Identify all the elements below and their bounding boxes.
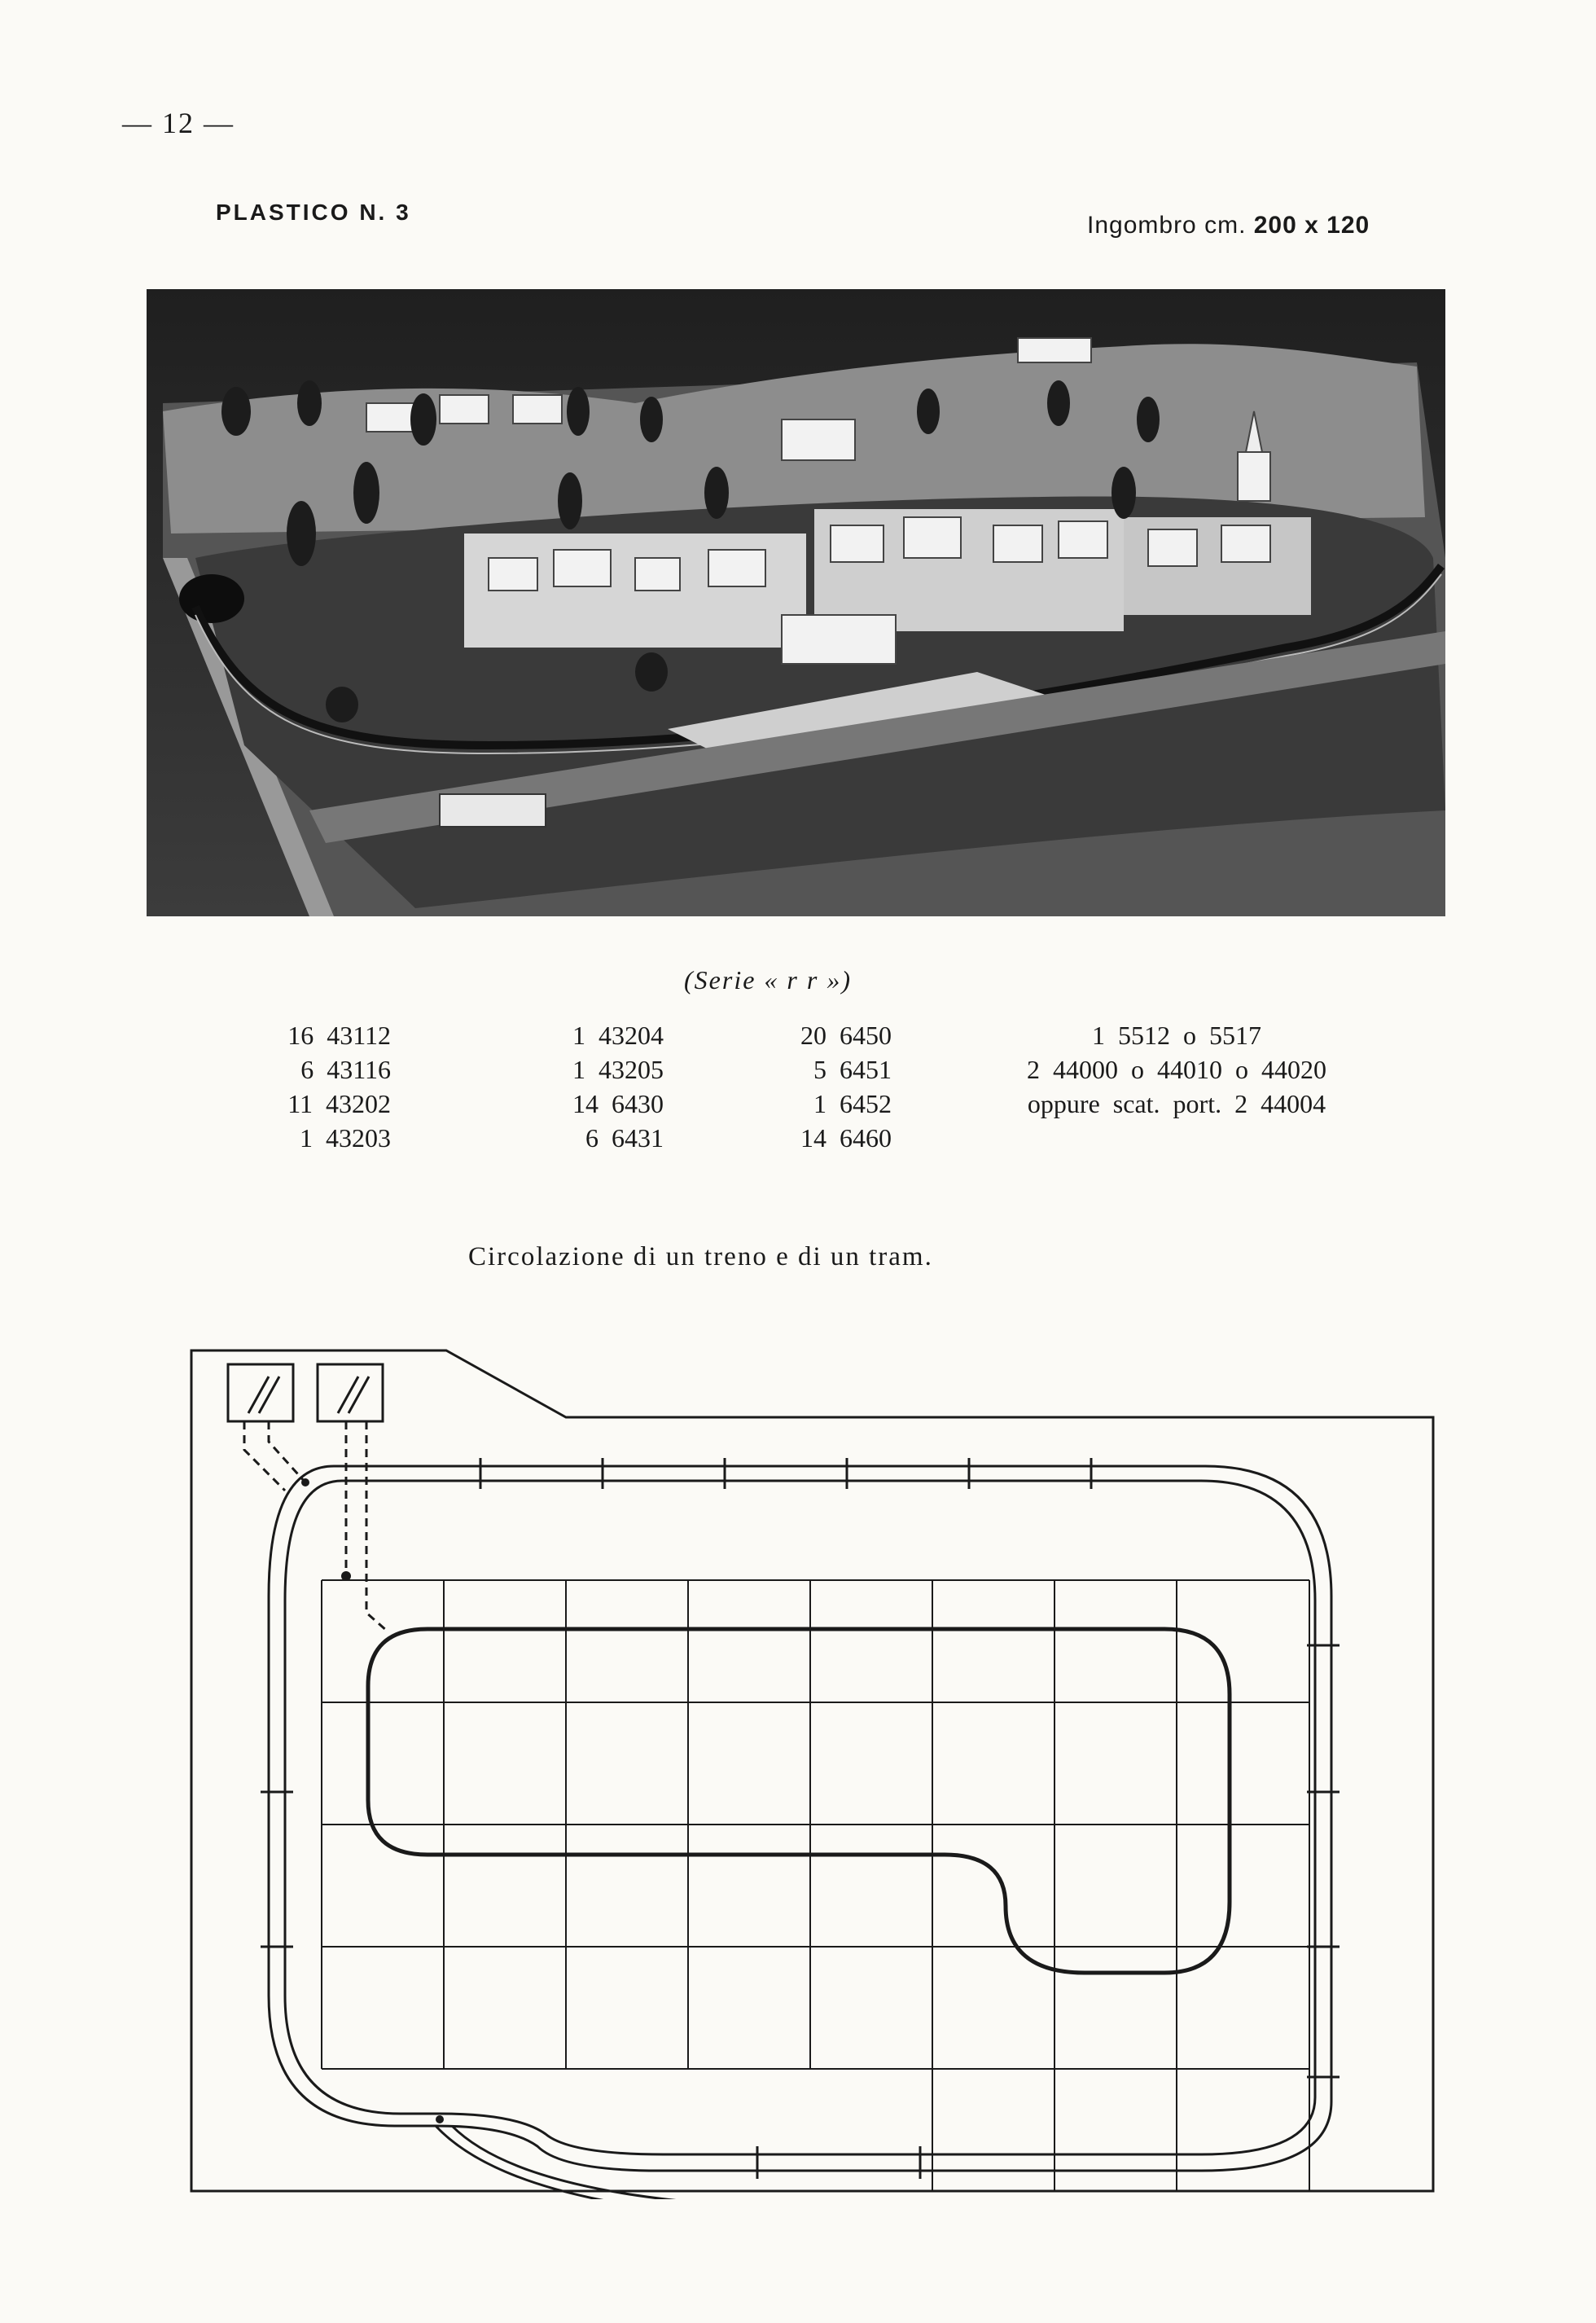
- parts-item: 6 6431: [585, 1123, 664, 1153]
- page-title: PLASTICO N. 3: [216, 200, 411, 225]
- track-joints: [261, 1458, 1340, 2199]
- parts-item: 20 6450: [800, 1021, 892, 1050]
- siding-track: [436, 2126, 1148, 2199]
- track-plan: [187, 1344, 1445, 2199]
- parts-item: 1 43203: [300, 1123, 391, 1153]
- parts-item: oppure scat. port. 2 44004: [1027, 1089, 1326, 1118]
- plan-caption: Circolazione di un treno e di un tram.: [468, 1242, 933, 1271]
- parts-item: 6 43116: [300, 1055, 391, 1084]
- parts-column-4: [985, 1018, 1368, 1121]
- parts-column-3: [753, 1018, 892, 1155]
- wiring: [244, 1421, 387, 1631]
- parts-item: 11 43202: [287, 1089, 391, 1118]
- size-info: [1087, 212, 1370, 239]
- parts-item: 14 6460: [800, 1123, 892, 1153]
- parts-item: 5 6451: [813, 1055, 892, 1084]
- board-outline: [191, 1350, 1433, 2191]
- parts-item: 1 43204: [572, 1021, 664, 1050]
- size-label: Ingombro cm.: [1087, 212, 1247, 239]
- tram-loop: [368, 1629, 1230, 1973]
- siding-track-rail: [452, 2126, 1152, 2199]
- parts-item: 2 44000 o 44010 o 44020: [1027, 1055, 1326, 1084]
- grid: [322, 1580, 1309, 2191]
- controllers: [228, 1364, 383, 1421]
- parts-item: 1 43205: [572, 1055, 664, 1084]
- train-oval-outer: [269, 1466, 1331, 2171]
- parts-item: 14 6430: [572, 1089, 664, 1118]
- parts-item: 16 43112: [287, 1021, 391, 1050]
- parts-item: 1 6452: [813, 1089, 892, 1118]
- layout-photo: [147, 289, 1445, 916]
- parts-item: 1 5512 o 5517: [1092, 1021, 1261, 1050]
- page-number: — 12 —: [122, 107, 235, 139]
- parts-column-1: [244, 1018, 391, 1155]
- track-plan-diagram: [187, 1344, 1445, 2199]
- train-oval-inner: [285, 1481, 1315, 2154]
- layout-photo-illustration: [147, 289, 1445, 916]
- series-label: (Serie « r r »): [684, 965, 852, 995]
- parts-column-2: [521, 1018, 664, 1155]
- size-value: 200 x 120: [1253, 212, 1370, 239]
